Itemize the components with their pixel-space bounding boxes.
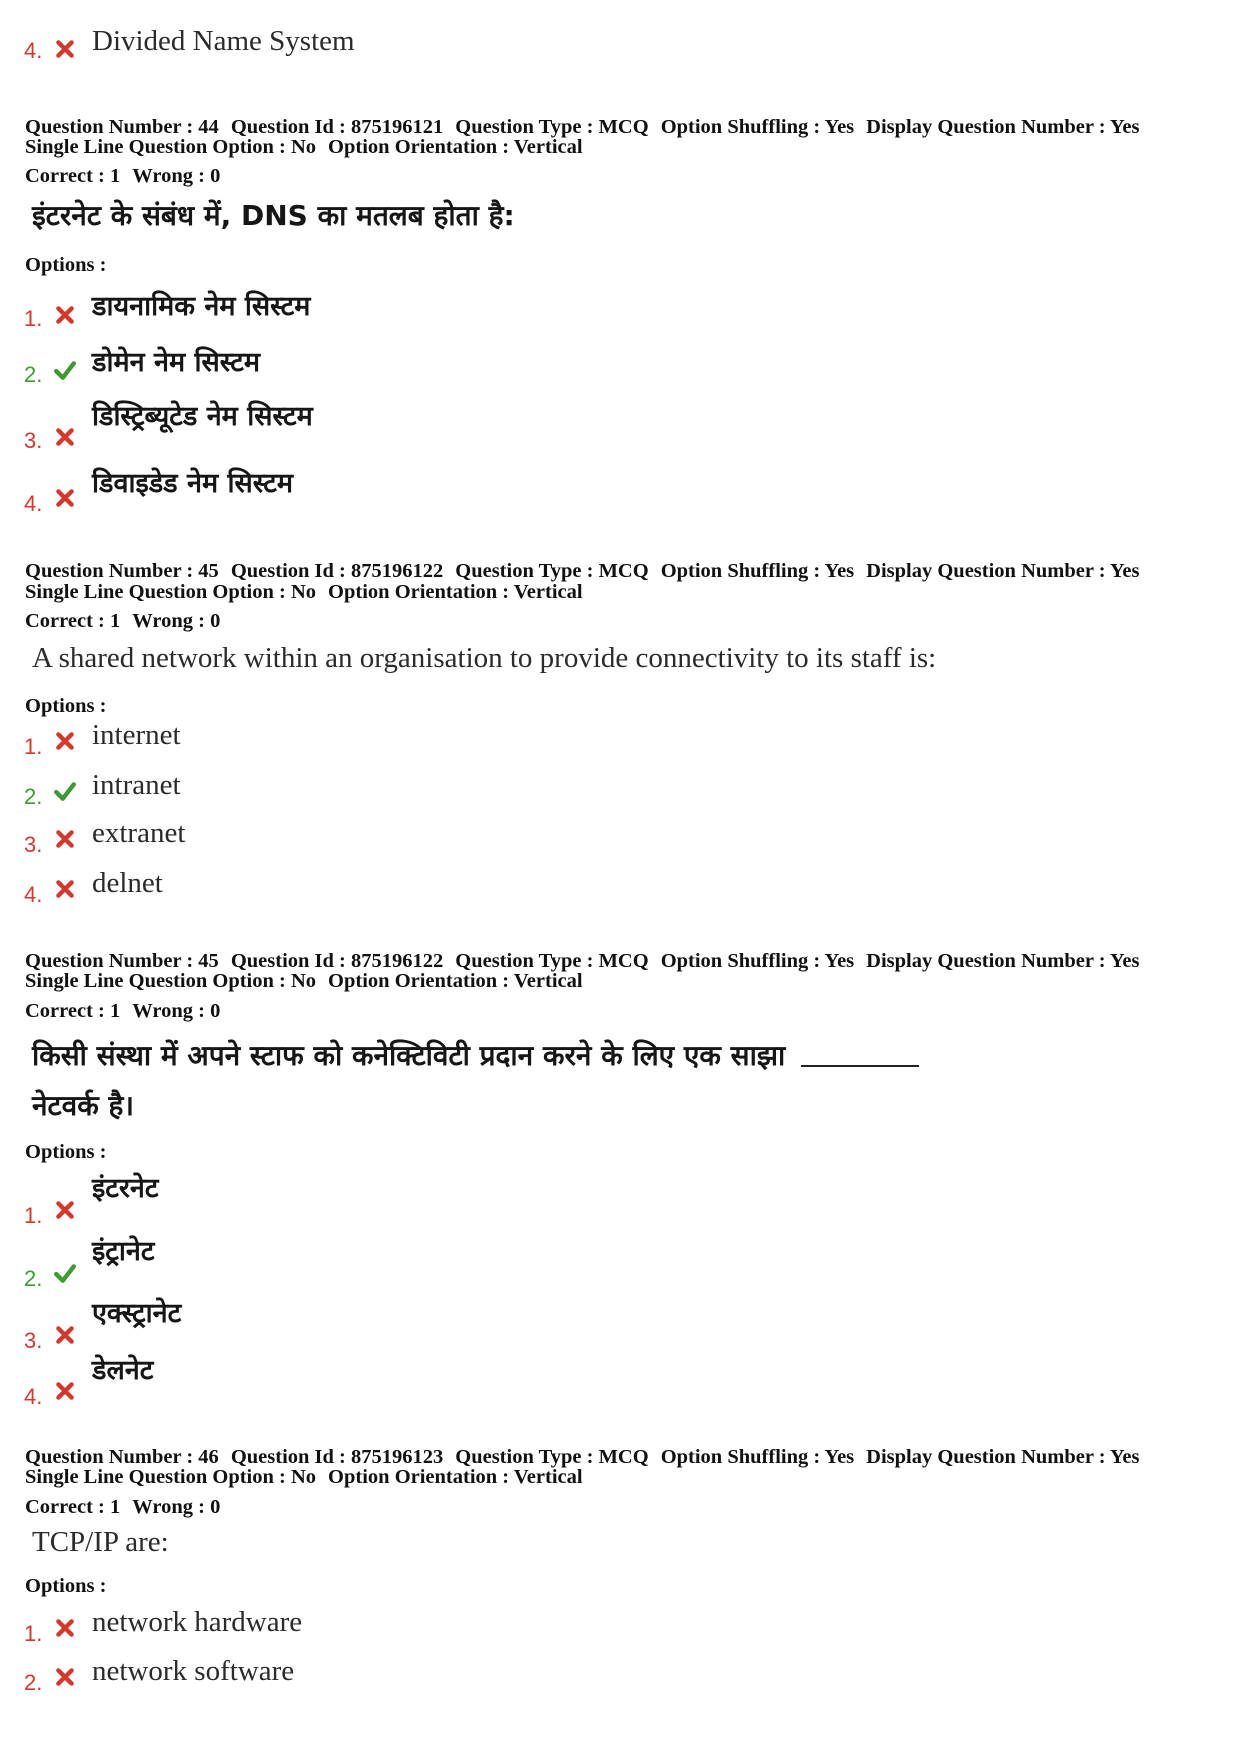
option-text: डोमेन नेम सिस्टम [92,347,261,378]
option-number: 3. [24,428,43,453]
option-text: डायनामिक नेम सिस्टम [92,291,311,322]
cross-icon [54,1617,76,1639]
cross-icon [54,487,76,509]
option-number: 1. [24,306,43,331]
check-icon [54,359,76,381]
question-meta-line: Single Line Question Option : No Option Orientation : Vertical [25,136,583,158]
option-number: 3. [24,1328,43,1353]
option-text: डेलनेट [92,1355,154,1386]
options-label: Options : [25,1575,107,1597]
options-label: Options : [25,254,107,276]
question-meta-line: Question Number : 45 Question Id : 875196122 Question Type : MCQ Option Shuffling : Yes Display Question Number : Yes [25,950,1140,972]
question-text: TCP/IP are: [32,1526,169,1558]
option-text: डिवाइडेड नेम सिस्टम [92,468,294,499]
question-text-line-2: नेटवर्क है। [32,1089,134,1122]
marks-line: Correct : 1 Wrong : 0 [25,165,221,187]
cross-icon [54,1199,76,1221]
option-text: network hardware [92,1606,303,1638]
question-text [32,1036,919,1076]
cross-icon [54,1380,76,1402]
options-label: Options : [25,695,107,717]
option-text: extranet [92,817,186,849]
option-text: intranet [92,769,181,801]
option-text: network software [92,1655,295,1687]
question-meta-line: Question Number : 45 Question Id : 875196122 Question Type : MCQ Option Shuffling : Yes Display Question Number : Yes [25,560,1140,582]
option-text: इंट्रानेट [92,1236,155,1267]
option-text: डिस्ट्रिब्यूटेड नेम सिस्टम [92,401,313,432]
option-number: 2. [24,1266,43,1291]
question-meta-line: Single Line Question Option : No Option Orientation : Vertical [25,581,583,603]
cross-icon [54,1324,76,1346]
check-icon [54,1262,76,1284]
marks-line: Correct : 1 Wrong : 0 [25,610,221,632]
option-number: 4. [24,882,43,907]
option-number: 4. [24,1384,43,1409]
option-number: 1. [24,1203,43,1228]
option-number: 2. [24,784,43,809]
question-meta-line: Question Number : 44 Question Id : 875196121 Question Type : MCQ Option Shuffling : Yes Display Question Number : Yes [25,116,1140,138]
marks-line: Correct : 1 Wrong : 0 [25,1000,221,1022]
cross-icon [54,878,76,900]
question-meta-line: Single Line Question Option : No Option Orientation : Vertical [25,1466,583,1488]
option-number: 4. [24,38,43,63]
cross-icon [54,304,76,326]
question-meta-line: Question Number : 46 Question Id : 875196123 Question Type : MCQ Option Shuffling : Yes Display Question Number : Yes [25,1446,1140,1468]
question-text-line: किसी संस्था में अपने स्टाफ को कनेक्टिविटी प्रदान करने के लिए एक साझा [32,1039,786,1072]
option-number: 1. [24,734,43,759]
question-text: इंटरनेट के संबंध में, DNS का मतलब होता है: [32,199,515,232]
cross-icon [54,1666,76,1688]
question-text: A shared network within an organisation to provide connectivity to its staff is: [32,642,937,674]
option-text: Divided Name System [92,25,355,57]
answer-blank [801,1065,919,1067]
option-text: delnet [92,867,163,899]
check-icon [54,780,76,802]
question-meta-line: Single Line Question Option : No Option Orientation : Vertical [25,970,583,992]
cross-icon [54,426,76,448]
options-label: Options : [25,1141,107,1163]
cross-icon [54,730,76,752]
option-number: 1. [24,1621,43,1646]
option-number: 2. [24,362,43,387]
option-number: 2. [24,1670,43,1695]
option-text: इंटरनेट [92,1173,159,1204]
option-text: एक्स्ट्रानेट [92,1298,182,1329]
option-text: internet [92,719,181,751]
cross-icon [54,38,76,60]
cross-icon [54,828,76,850]
marks-line: Correct : 1 Wrong : 0 [25,1496,221,1518]
option-number: 4. [24,491,43,516]
option-number: 3. [24,832,43,857]
